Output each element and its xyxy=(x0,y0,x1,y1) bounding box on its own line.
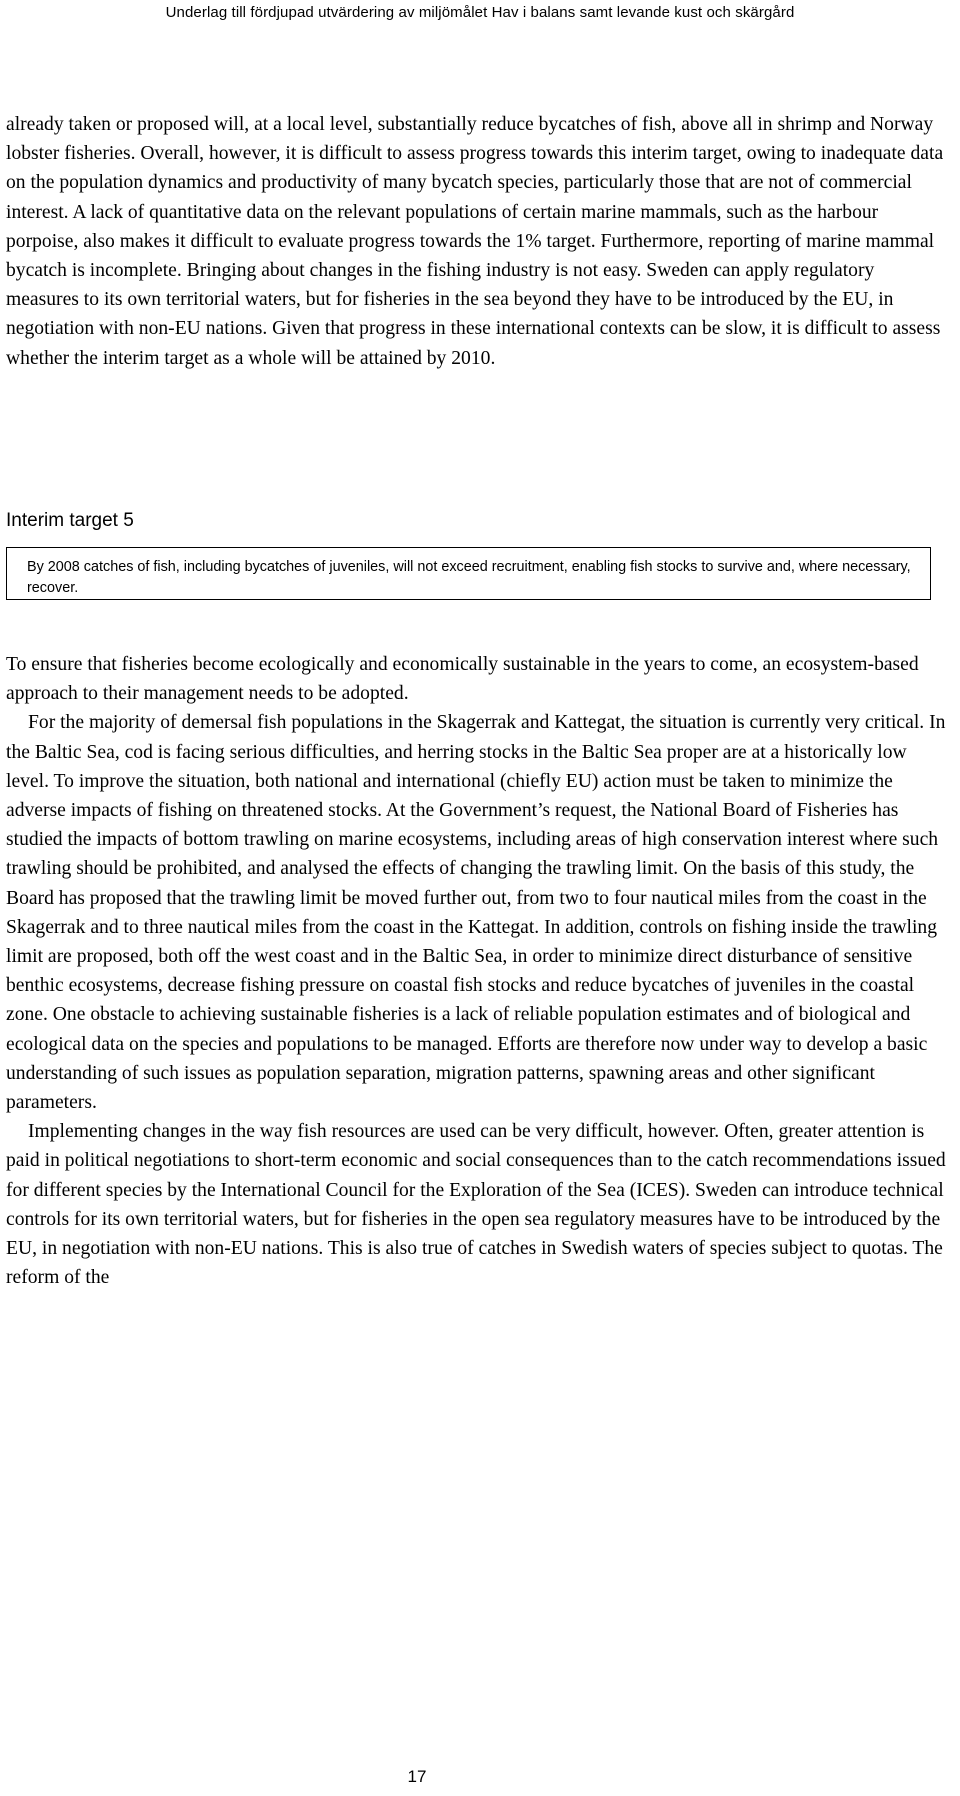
interim-target-box xyxy=(6,547,931,600)
section-heading: Interim target 5 xyxy=(6,510,134,531)
body-paragraph-1: To ensure that fisheries become ecologically and economically sustainable in the years to come, an ecosystem-based approach to their management needs to be adopted. xyxy=(6,654,919,705)
body-paragraph-2: For the majority of demersal fish populations in the Skagerrak and Kattegat, the situation is currently very critical. In the Baltic Sea, cod is facing serious difficulties, and herring stocks in the Baltic Sea proper are at a historically low level. To improve the situation, both national and international (chiefly EU) action must be taken to minimize the adverse impacts of fishing on threatened stocks. At the Government’s request, the National Board of Fisheries has studied the impacts of bottom trawling on marine ecosystems, including areas of high conservation interest where such trawling should be prohibited, and analysed the effects of changing the trawling limit. On the basis of this study, the Board has proposed that the trawling limit be moved further out, from two to four nautical miles from the coast in the Skagerrak and to three nautical miles from the coast in the Kattegat. In addition, controls on fishing inside the trawling limit are proposed, both off the west coast and in the Baltic Sea, in order to minimize direct disturbance of sensitive benthic ecosystems, decrease fishing pressure on coastal fish stocks and reduce bycatches of juveniles in the coastal zone. One obstacle to achieving sustainable fisheries is a lack of reliable population estimates and of biological and ecological data on the species and populations to be managed. Efforts are therefore now under way to develop a basic understanding of such issues as population separation, migration patterns, spawning areas and other significant parameters. xyxy=(6,712,946,1114)
interim-target-text: By 2008 catches of fish, including bycatches of juveniles, will not exceed recruitment, enabling fish stocks to survive and, where necessary, recover. xyxy=(27,559,911,596)
running-header: Underlag till fördjupad utvärdering av miljömålet Hav i balans samt levande kust och skärgård xyxy=(165,4,795,21)
main-section xyxy=(6,650,946,1292)
intro-section xyxy=(6,110,946,373)
page-number: 17 xyxy=(407,1767,427,1786)
body-paragraph-3: Implementing changes in the way fish resources are used can be very difficult, however. Often, greater attention is paid in political negotiations to short-term economic and social consequences than to the catch recommendations issued for different species by the International Council for the Exploration of the Sea (ICES). Sweden can introduce technical controls for its own territorial waters, but for fisheries in the open sea regulatory measures have to be introduced by the EU, in negotiation with non-EU nations. This is also true of catches in Swedish waters of species subject to quotas. The reform of the xyxy=(6,1121,946,1289)
intro-paragraph: already taken or proposed will, at a local level, substantially reduce bycatches of fish, above all in shrimp and Norway lobster fisheries. Overall, however, it is difficult to assess progress towards this interim target, owing to inadequate data on the population dynamics and productivity of many bycatch species, particularly those that are not of commercial interest. A lack of quantitative data on the relevant populations of certain marine mammals, such as the harbour porpoise, also makes it difficult to evaluate progress towards the 1% target. Furthermore, reporting of marine mammal bycatch is incomplete. Bringing about changes in the fishing industry is not easy. Sweden can apply regulatory measures to its own territorial waters, but for fisheries in the sea beyond they have to be introduced by the EU, in negotiation with non-EU nations. Given that progress in these international contexts can be slow, it is difficult to assess whether the interim target as a whole will be attained by 2010. xyxy=(6,114,944,369)
